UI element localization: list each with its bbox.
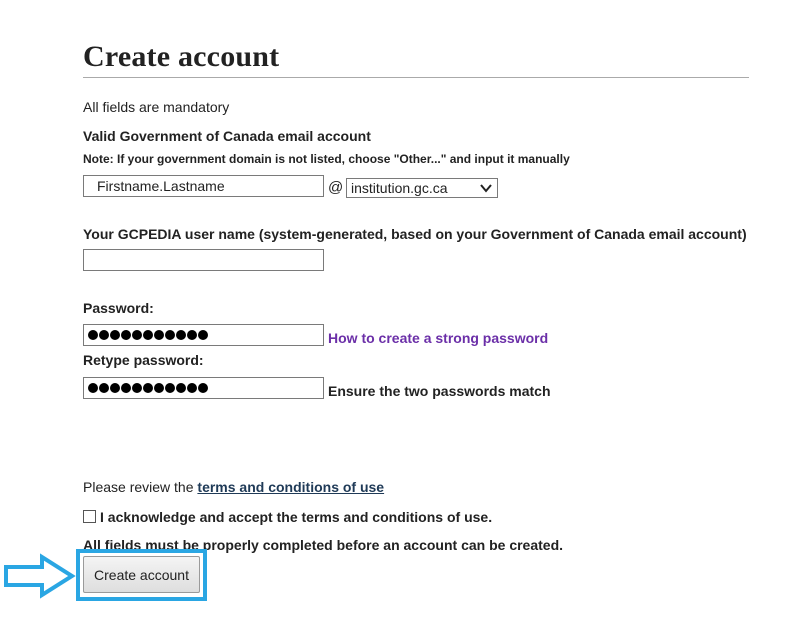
terms-ack-checkbox[interactable]: [83, 510, 96, 523]
password-mask-dot: [176, 383, 186, 393]
password-mask-dot: [165, 330, 175, 340]
username-label: Your GCPEDIA user name (system-generated, based on your Government of Canada email account): [83, 226, 747, 242]
terms-ack-label: I acknowledge and accept the terms and conditions of use.: [100, 509, 493, 525]
password-mask-dot: [99, 330, 109, 340]
mandatory-note: All fields are mandatory: [83, 99, 230, 115]
title-divider: [83, 77, 749, 78]
strong-password-help-link[interactable]: How to create a strong password: [328, 330, 549, 346]
password-mask-dot: [198, 383, 208, 393]
password-input[interactable]: [83, 324, 324, 346]
create-account-button[interactable]: Create account: [83, 556, 200, 593]
password-mask-dot: [176, 330, 186, 340]
password-mask-dot: [143, 330, 153, 340]
email-label: Valid Government of Canada email account: [83, 128, 371, 144]
password-mask-dot: [110, 330, 120, 340]
terms-link[interactable]: terms and conditions of use: [197, 479, 385, 495]
password-mask-dot: [99, 383, 109, 393]
page-title: Create account: [83, 40, 280, 73]
password-mask-dot: [154, 330, 164, 340]
password-mask-dot: [121, 383, 131, 393]
at-symbol: @: [328, 179, 344, 196]
password-mask-dot: [198, 330, 208, 340]
completion-note: All fields must be properly completed before an account can be created.: [83, 537, 564, 553]
password-mask-dot: [132, 383, 142, 393]
chevron-down-icon: [479, 181, 493, 195]
password-label: Password:: [83, 300, 154, 316]
password-mask-dot: [187, 330, 197, 340]
password-mask-dot: [121, 330, 131, 340]
password-mask-dot: [132, 330, 142, 340]
domain-select[interactable]: [346, 178, 498, 198]
password-mask-dot: [88, 383, 98, 393]
password-mask-dot: [110, 383, 120, 393]
password-mask-dot: [88, 330, 98, 340]
retype-password-label: Retype password:: [83, 352, 204, 368]
password-mask-dot: [187, 383, 197, 393]
password-match-hint: Ensure the two passwords match: [328, 383, 551, 399]
gcpedia-username-input[interactable]: [83, 249, 324, 271]
password-mask-dot: [143, 383, 153, 393]
password-mask-dot: [165, 383, 175, 393]
retype-password-input[interactable]: [83, 377, 324, 399]
domain-select-value: institution.gc.ca: [351, 180, 448, 196]
right-arrow-outline-icon: [2, 553, 76, 599]
email-username-input[interactable]: [83, 175, 324, 197]
password-mask-dot: [154, 383, 164, 393]
terms-review-text: [83, 479, 384, 495]
email-domain-note: Note: If your government domain is not listed, choose "Other..." and input it manually: [83, 152, 570, 166]
terms-review-prefix: Please review the: [83, 479, 198, 495]
